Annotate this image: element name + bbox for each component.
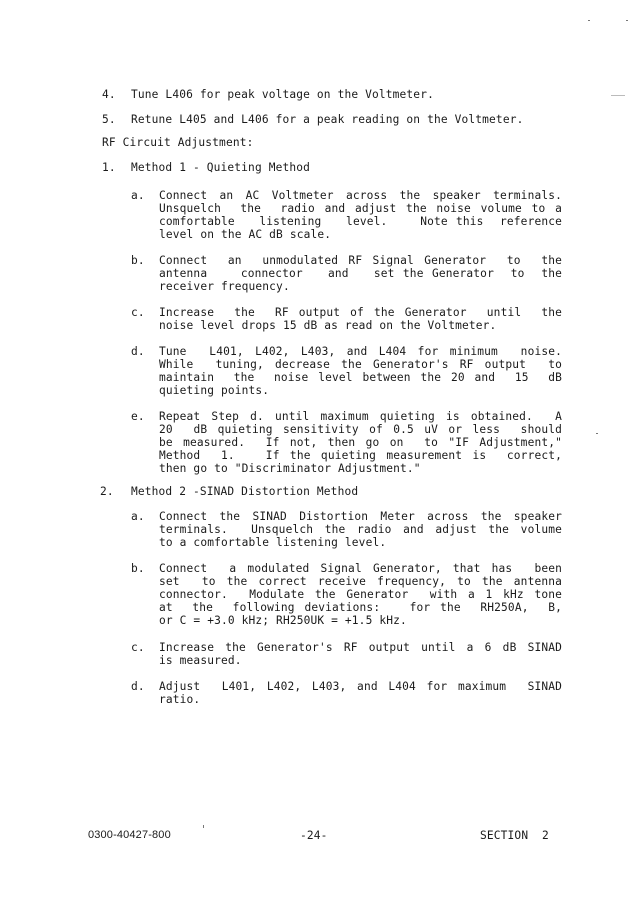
step-letter: c.	[131, 306, 145, 319]
step-line: quieting points.	[159, 384, 270, 397]
document-number: 0300-40427-800	[88, 829, 171, 841]
scan-speck	[611, 95, 625, 96]
step-letter: a.	[131, 510, 145, 523]
step-line: be measured. If not, then go on to "IF Adjustment,"	[159, 436, 562, 449]
method-title: Method 1 - Quieting Method	[131, 161, 311, 174]
step-letter: d.	[131, 680, 145, 693]
step-line: Connect a modulated Signal Generator, that has been	[159, 562, 562, 575]
step-letter: d.	[131, 345, 145, 358]
step-letter: b.	[131, 562, 145, 575]
page-number: -24-	[300, 829, 328, 842]
scan-speck	[596, 433, 598, 434]
step-line: terminals. Unsquelch the radio and adjust the volume	[159, 523, 562, 536]
step-letter: c.	[131, 641, 145, 654]
step-line: Connect an unmodulated RF Signal Generator to the	[159, 254, 562, 267]
step-line: antenna connector and set the Generator to the	[159, 267, 562, 280]
step-line: ratio.	[159, 693, 201, 706]
step-line: 20 dB quieting sensitivity of 0.5 uV or less should	[159, 423, 562, 436]
section-heading: RF Circuit Adjustment:	[102, 136, 254, 149]
item-number: 5.	[102, 113, 116, 126]
step-line: Adjust L401, L402, L403, and L404 for maximum SINAD	[159, 680, 562, 693]
item-number: 4.	[102, 88, 116, 101]
step-line: at the following deviations: for the RH250A, B,	[159, 601, 562, 614]
scan-speck	[626, 20, 628, 21]
step-line: Connect the SINAD Distortion Meter across the speaker	[159, 510, 562, 523]
item-text: Retune L405 and L406 for a peak reading on the Voltmeter.	[131, 113, 524, 126]
step-letter: b.	[131, 254, 145, 267]
step-line: While tuning, decrease the Generator's RF output to	[159, 358, 562, 371]
step-line: level on the AC dB scale.	[159, 228, 332, 241]
step-line: set to the correct receive frequency, to the antenna	[159, 575, 562, 588]
step-line: is measured.	[159, 654, 242, 667]
step-letter: a.	[131, 189, 145, 202]
method-number: 1.	[102, 161, 116, 174]
step-line: to a comfortable listening level.	[159, 536, 387, 549]
step-line: Repeat Step d. until maximum quieting is obtained. A	[159, 410, 562, 423]
step-line: Tune L401, L402, L403, and L404 for minimum noise.	[159, 345, 562, 358]
step-line: maintain the noise level between the 20 and 15 dB	[159, 371, 562, 384]
step-line: Increase the Generator's RF output until a 6 dB SINAD	[159, 641, 562, 654]
step-line: noise level drops 15 dB as read on the Voltmeter.	[159, 319, 497, 332]
step-line: Connect an AC Voltmeter across the speaker terminals.	[159, 189, 562, 202]
step-line: Increase the RF output of the Generator until the	[159, 306, 562, 319]
step-line: then go to "Discriminator Adjustment."	[159, 462, 421, 475]
step-letter: e.	[131, 410, 145, 423]
scan-speck	[588, 20, 590, 21]
step-line: connector. Modulate the Generator with a 1 kHz tone	[159, 588, 562, 601]
item-text: Tune L406 for peak voltage on the Voltmeter.	[131, 88, 434, 101]
scan-speck	[203, 825, 204, 828]
step-line: Method 1. If the quieting measurement is correct,	[159, 449, 562, 462]
step-line: receiver frequency.	[159, 280, 290, 293]
step-line: or C = +3.0 kHz; RH250UK = +1.5 kHz.	[159, 614, 407, 627]
section-label: SECTION 2	[480, 829, 549, 842]
method-number: 2.	[100, 485, 114, 498]
method-title: Method 2 -SINAD Distortion Method	[131, 485, 359, 498]
step-line: Unsquelch the radio and adjust the noise volume to a	[159, 202, 562, 215]
step-line: comfortable listening level. Note this reference	[159, 215, 562, 228]
